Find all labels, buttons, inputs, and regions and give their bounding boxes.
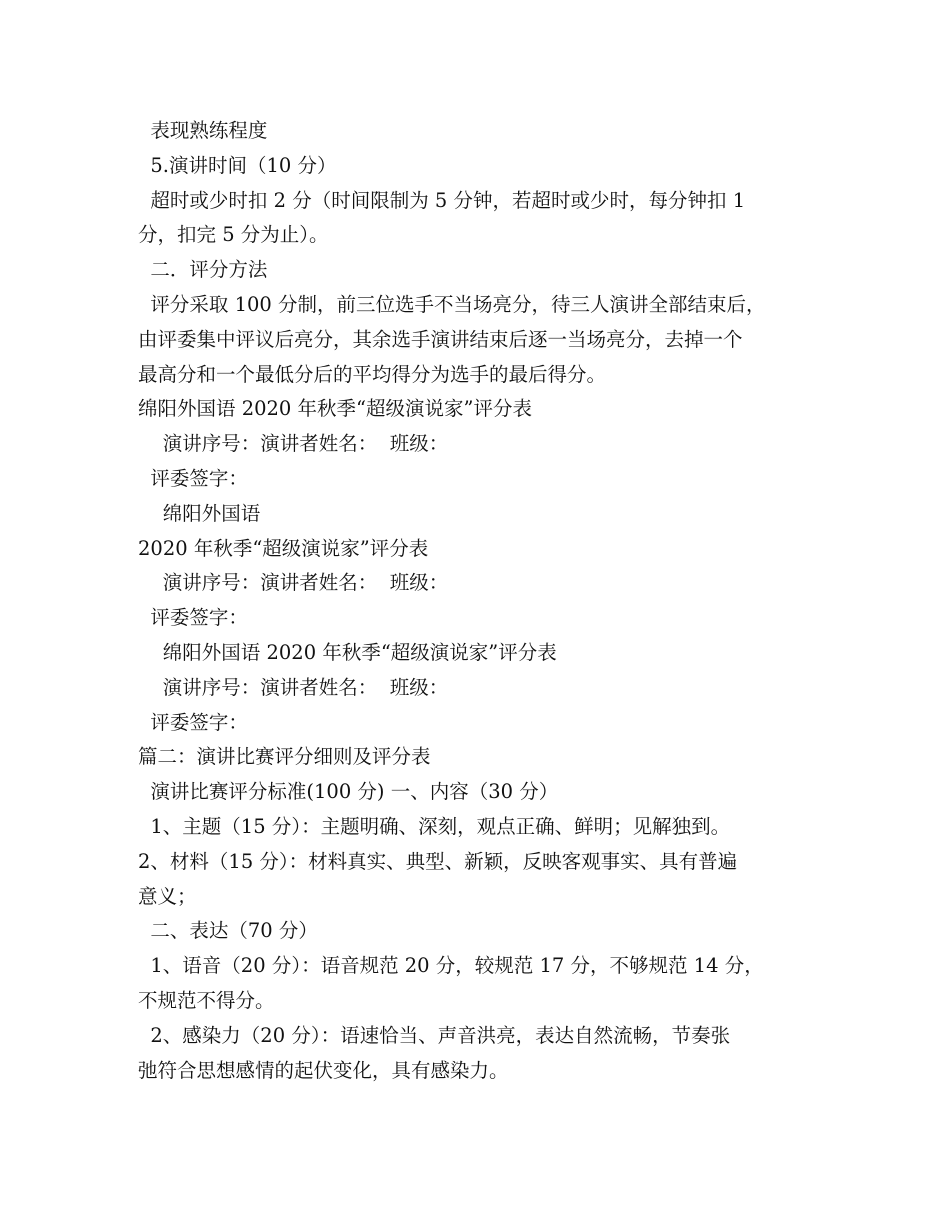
text-line: 最高分和一个最低分后的平均得分为选手的最后得分。: [138, 362, 607, 386]
text-line: 超时或少时扣 2 分（时间限制为 5 分钟，若超时或少时，每分钟扣 1: [138, 188, 746, 212]
text-line: 分，扣完 5 分为止）。: [138, 223, 329, 247]
form-title: 绵阳外国语: [138, 501, 261, 525]
text-line: 1、主题（15 分）：主题明确、深刻，观点正确、鲜明；见解独到。: [138, 814, 731, 838]
form-fields-line: 演讲序号：演讲者姓名： 班级：: [138, 675, 449, 699]
judge-signature-line: 评委签字：: [138, 710, 248, 734]
chapter-heading: 篇二：演讲比赛评分细则及评分表: [138, 745, 431, 769]
form-fields-line: 演讲序号：演讲者姓名： 班级：: [138, 571, 449, 595]
text-line: 不规范不得分。: [138, 988, 275, 1012]
section-heading: 二、表达（70 分）: [138, 919, 318, 943]
section-heading: 二．评分方法: [138, 258, 268, 282]
judge-signature-line: 评委签字：: [138, 466, 248, 490]
text-line: 1、语音（20 分）：语音规范 20 分，较规范 17 分，不够规范 14 分，: [138, 954, 764, 978]
form-title: 绵阳外国语 2020 年秋季“超级演说家”评分表: [138, 640, 557, 664]
document-body: [138, 114, 818, 1088]
section-heading: 5.演讲时间（10 分）: [138, 153, 337, 177]
form-title: 2020 年秋季“超级演说家”评分表: [138, 536, 429, 560]
text-line: 表现熟练程度: [138, 119, 268, 142]
form-title: 绵阳外国语 2020 年秋季“超级演说家”评分表: [138, 397, 532, 421]
text-line: 2、材料（15 分）：材料真实、典型、新颖，反映客观事实、具有普遍: [138, 849, 738, 873]
text-line: 由评委集中评议后亮分，其余选手演讲结束后逐一当场亮分，去掉一个: [138, 327, 743, 351]
text-line: 意义；: [138, 884, 197, 908]
form-fields-line: 演讲序号：演讲者姓名： 班级：: [138, 432, 449, 456]
text-line: 弛符合思想感情的起伏变化，具有感染力。: [138, 1058, 509, 1082]
judge-signature-line: 评委签字：: [138, 606, 248, 630]
text-line: 2、感染力（20 分）：语速恰当、声音洪亮，表达自然流畅，节奏张: [138, 1023, 731, 1047]
section-heading: 演讲比赛评分标准(100 分) 一、内容（30 分）: [138, 780, 559, 804]
text-line: 评分采取 100 分制，前三位选手不当场亮分，待三人演讲全部结束后，: [138, 292, 766, 316]
